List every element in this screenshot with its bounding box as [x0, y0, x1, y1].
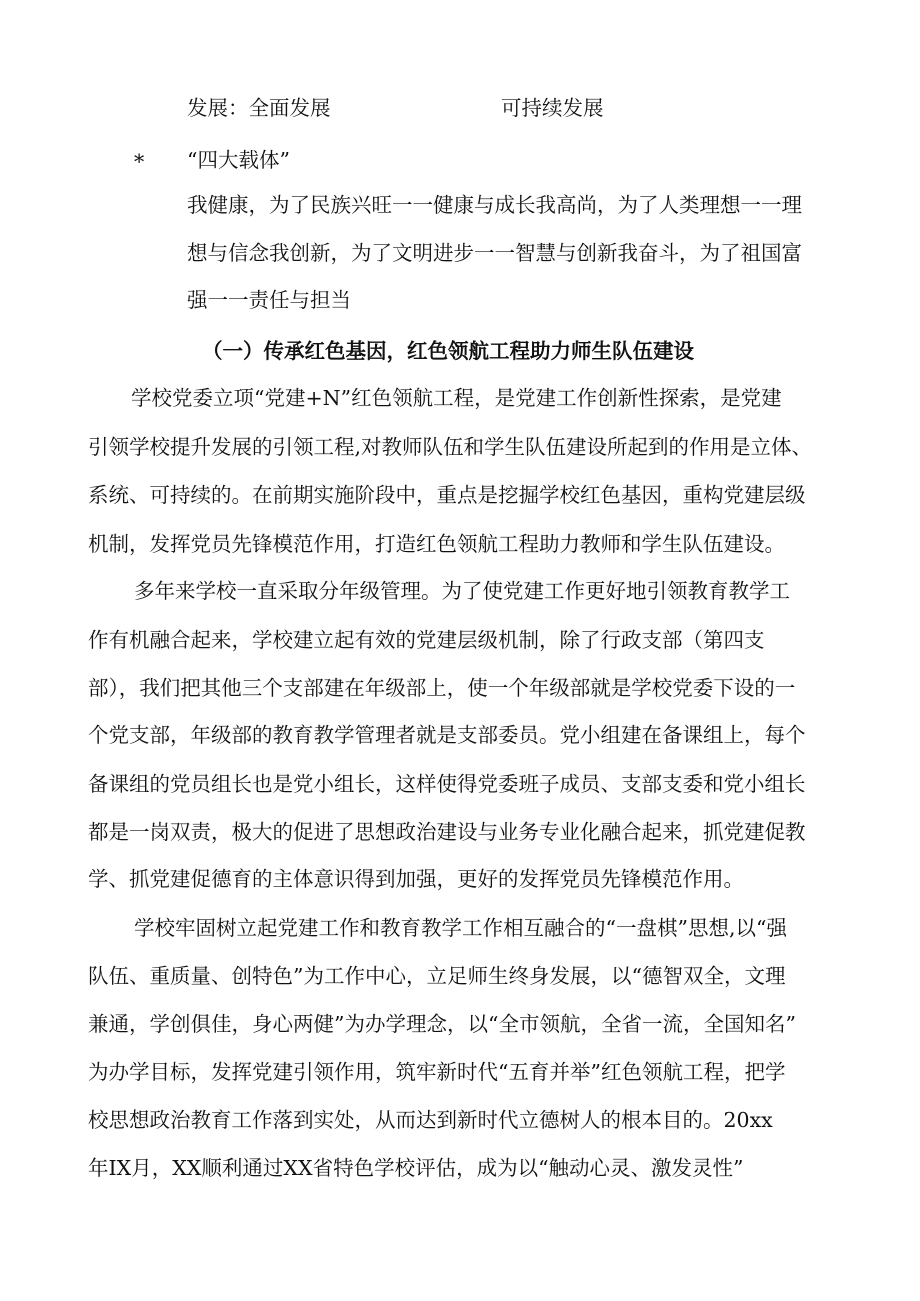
paragraph-2-line: 都是一岗双责，极大的促进了思想政治建设与业务专业化融合起来，抓党建促教 — [88, 820, 806, 844]
development-right: 可持续发展 — [501, 96, 604, 120]
paragraph-1-line: 系统、可持续的。在前期实施阶段中，重点是挖掘学校红色基因，重构党建层级 — [88, 483, 806, 507]
paragraph-3-line: 校思想政治教育工作落到实处，从而达到新时代立德树人的根本目的。20xx — [88, 1108, 773, 1132]
paragraph-1-line: 学校党委立项“党建+N”红色领航工程，是党建工作创新性探索，是党建 — [131, 386, 782, 410]
paragraph-3-line: 兼通，学创俱佳，身心两健”为办学理念，以“全市领航，全省一流，全国知名” — [88, 1012, 796, 1036]
paragraph-2-line: 学、抓党建促德育的主体意识得到加强，更好的发挥党员先锋模范作用。 — [88, 867, 744, 891]
paragraph-1-line: 引领学校提升发展的引领工程,对教师队伍和学生队伍建设所起到的作用是立体、 — [88, 435, 813, 459]
carriers-line: 我健康，为了民族兴旺一一健康与成长我高尚，为了人类理想一一理 — [187, 193, 802, 217]
carriers-line: 强一一责任与担当 — [187, 288, 351, 312]
development-left: 发展：全面发展 — [187, 96, 331, 120]
bullet-marker: * — [134, 150, 145, 174]
paragraph-2-line: 备课组的党员组长也是党小组长，这样使得党委班子成员、支部支委和党小组长 — [88, 772, 806, 796]
paragraph-3-line: 为办学目标，发挥党建引领作用，筑牢新时代“五育并举”红色领航工程，把学 — [88, 1060, 786, 1084]
paragraph-1-line: 机制，发挥党员先锋模范作用，打造红色领航工程助力教师和学生队伍建设。 — [88, 532, 785, 556]
paragraph-3-line: 学校牢固树立起党建工作和教育教学工作相互融合的“一盘棋”思想,以“强 — [134, 916, 787, 940]
carriers-title: “四大载体” — [187, 148, 290, 172]
paragraph-3-line: 年IX月，XX顺利通过XX省特色学校评估，成为以“触动心灵、激发灵性” — [88, 1156, 744, 1180]
paragraph-2-line: 个党支部，年级部的教育教学管理者就是支部委员。党小组建在备课组上，每个 — [88, 723, 806, 747]
section-heading: （一）传承红色基因，红色领航工程助力师生队伍建设 — [202, 339, 694, 363]
paragraph-2-line: 部），我们把其他三个支部建在年级部上，使一个年级部就是学校党委下设的一 — [88, 676, 796, 700]
paragraph-2-line: 多年来学校一直采取分年级管理。为了使党建工作更好地引领教育教学工 — [134, 579, 790, 603]
paragraph-2-line: 作有机融合起来，学校建立起有效的党建层级机制，除了行政支部（第四支 — [88, 628, 765, 652]
carriers-line: 想与信念我创新，为了文明进步一一智慧与创新我奋斗，为了祖国富 — [187, 241, 802, 265]
paragraph-3-line: 队伍、重质量、创特色”为工作中心，立足师生终身发展，以“德智双全，文理 — [88, 964, 786, 988]
